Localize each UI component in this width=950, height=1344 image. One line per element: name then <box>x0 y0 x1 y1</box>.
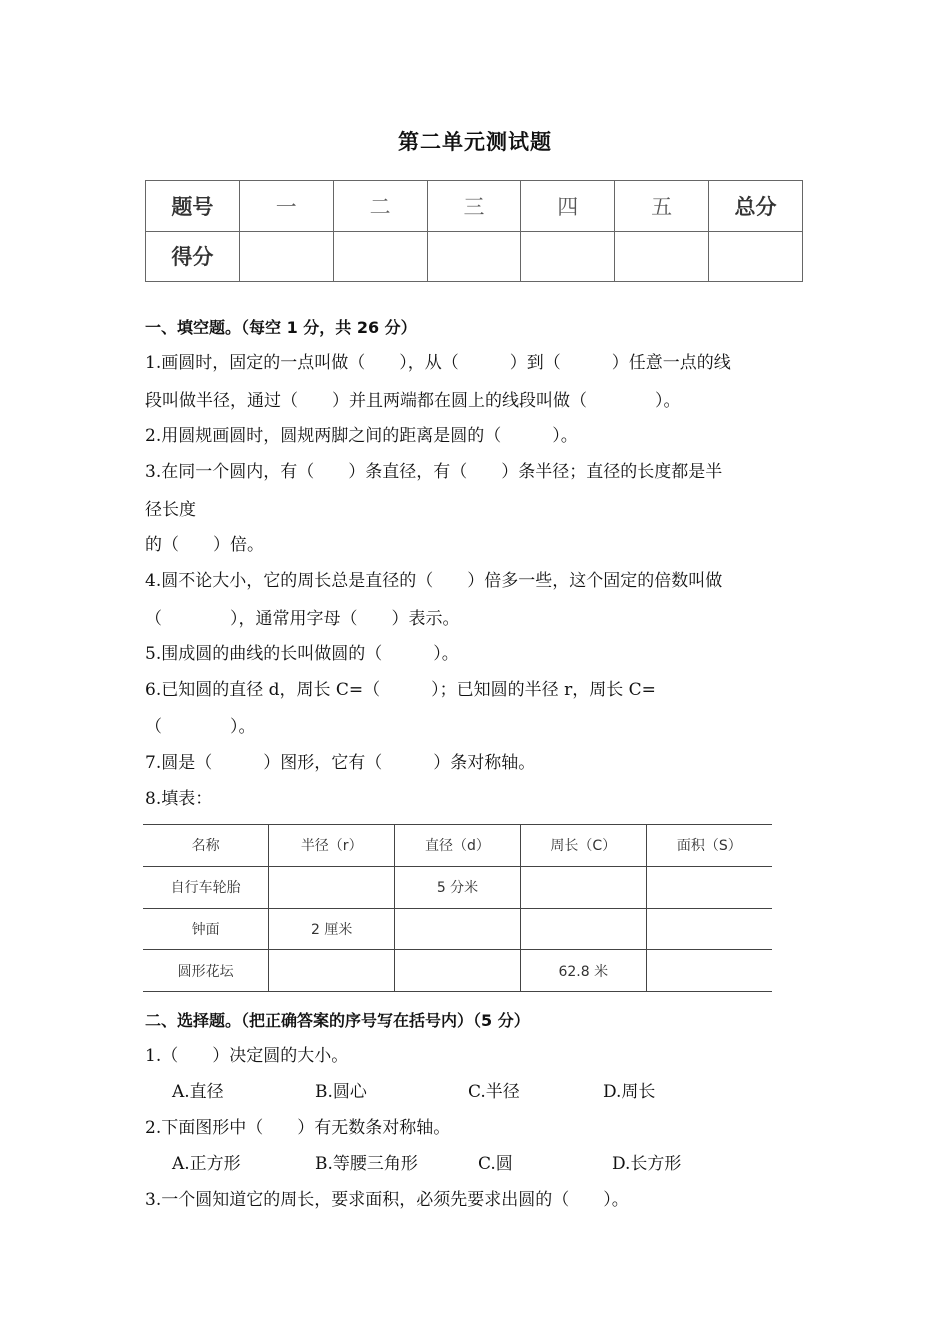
question-line: （ ）。 <box>145 717 256 737</box>
fill-table-cell: 5 分米 <box>395 866 521 908</box>
score-cell: 二 <box>333 181 427 232</box>
fill-table-header: 面积（S） <box>646 825 772 867</box>
question-line: 3.在同一个圆内，有（ ）条直径，有（ ）条半径；直径的长度都是半 <box>145 462 723 482</box>
question-line: 2.下面图形中（ ）有无数条对称轴。 <box>145 1118 451 1138</box>
fill-table-cell[interactable] <box>395 950 521 992</box>
section1-heading: 一、填空题。（每空 1 分，共 26 分） <box>145 318 417 337</box>
score-blank-cell[interactable] <box>427 231 521 282</box>
question-line: 3.一个圆知道它的周长，要求面积，必须先要求出圆的（ ）。 <box>145 1190 629 1210</box>
score-cell: 题号 <box>146 181 240 232</box>
question-line: 6.已知圆的直径 d，周长 C=（ ）；已知圆的半径 r，周长 C= <box>145 680 656 700</box>
score-cell: 四 <box>521 181 615 232</box>
score-table <box>145 180 803 282</box>
question-line: 段叫做半径，通过（ ）并且两端都在圆上的线段叫做（ ）。 <box>145 391 681 411</box>
fill-table-cell[interactable] <box>269 866 395 908</box>
fill-table-header-row <box>143 825 772 867</box>
option-a[interactable]: A.直径 <box>172 1082 224 1102</box>
score-cell: 一 <box>239 181 333 232</box>
option-c[interactable]: C.半径 <box>468 1082 520 1102</box>
fill-table-cell[interactable] <box>269 950 395 992</box>
question-line: 径长度 <box>145 500 196 520</box>
fill-table-cell: 圆形花坛 <box>143 950 269 992</box>
fill-table-header: 周长（C） <box>520 825 646 867</box>
question-line: 1.画圆时，固定的一点叫做（ ），从（ ）到（ ）任意一点的线 <box>145 353 731 373</box>
score-row-label: 得分 <box>146 231 240 282</box>
fill-table-cell[interactable] <box>646 950 772 992</box>
table-row <box>143 866 772 908</box>
score-blank-cell[interactable] <box>709 231 803 282</box>
score-table-score-row <box>146 231 803 282</box>
option-b[interactable]: B.圆心 <box>315 1082 367 1102</box>
score-blank-cell[interactable] <box>615 231 709 282</box>
option-b[interactable]: B.等腰三角形 <box>315 1154 418 1174</box>
question-line: （ ），通常用字母（ ）表示。 <box>145 609 460 629</box>
score-cell: 五 <box>615 181 709 232</box>
table-row <box>143 950 772 992</box>
section2-heading: 二、选择题。（把正确答案的序号写在括号内）（5 分） <box>145 1011 530 1030</box>
score-cell: 三 <box>427 181 521 232</box>
fill-table-cell[interactable] <box>520 866 646 908</box>
question-line: 1.（ ）决定圆的大小。 <box>145 1046 349 1066</box>
score-blank-cell[interactable] <box>521 231 615 282</box>
question-line: 7.圆是（ ）图形，它有（ ）条对称轴。 <box>145 753 536 773</box>
fill-table-cell[interactable] <box>395 908 521 950</box>
fill-table-header: 半径（r） <box>269 825 395 867</box>
fill-table-cell: 自行车轮胎 <box>143 866 269 908</box>
fill-table-header: 直径（d） <box>395 825 521 867</box>
fill-table-cell: 2 厘米 <box>269 908 395 950</box>
fill-table-header: 名称 <box>143 825 269 867</box>
question-line: 5.围成圆的曲线的长叫做圆的（ ）。 <box>145 644 459 664</box>
option-d[interactable]: D.长方形 <box>612 1154 682 1174</box>
question-line: 的（ ）倍。 <box>145 535 264 555</box>
fill-table-cell[interactable] <box>646 908 772 950</box>
table-row <box>143 908 772 950</box>
fill-table-cell[interactable] <box>520 908 646 950</box>
option-d[interactable]: D.周长 <box>603 1082 656 1102</box>
option-a[interactable]: A.正方形 <box>172 1154 241 1174</box>
question-line: 2.用圆规画圆时，圆规两脚之间的距离是圆的（ ）。 <box>145 426 578 446</box>
question-line: 8.填表： <box>145 789 213 809</box>
question-line: 4.圆不论大小，它的周长总是直径的（ ）倍多一些，这个固定的倍数叫做 <box>145 571 723 591</box>
page-title: 第二单元测试题 <box>398 130 552 154</box>
fill-table <box>143 824 772 992</box>
fill-table-cell: 62.8 米 <box>520 950 646 992</box>
score-table-header-row <box>146 181 803 232</box>
fill-table-cell[interactable] <box>646 866 772 908</box>
score-blank-cell[interactable] <box>333 231 427 282</box>
score-blank-cell[interactable] <box>239 231 333 282</box>
option-c[interactable]: C.圆 <box>478 1154 513 1174</box>
fill-table-cell: 钟面 <box>143 908 269 950</box>
score-cell: 总分 <box>709 181 803 232</box>
